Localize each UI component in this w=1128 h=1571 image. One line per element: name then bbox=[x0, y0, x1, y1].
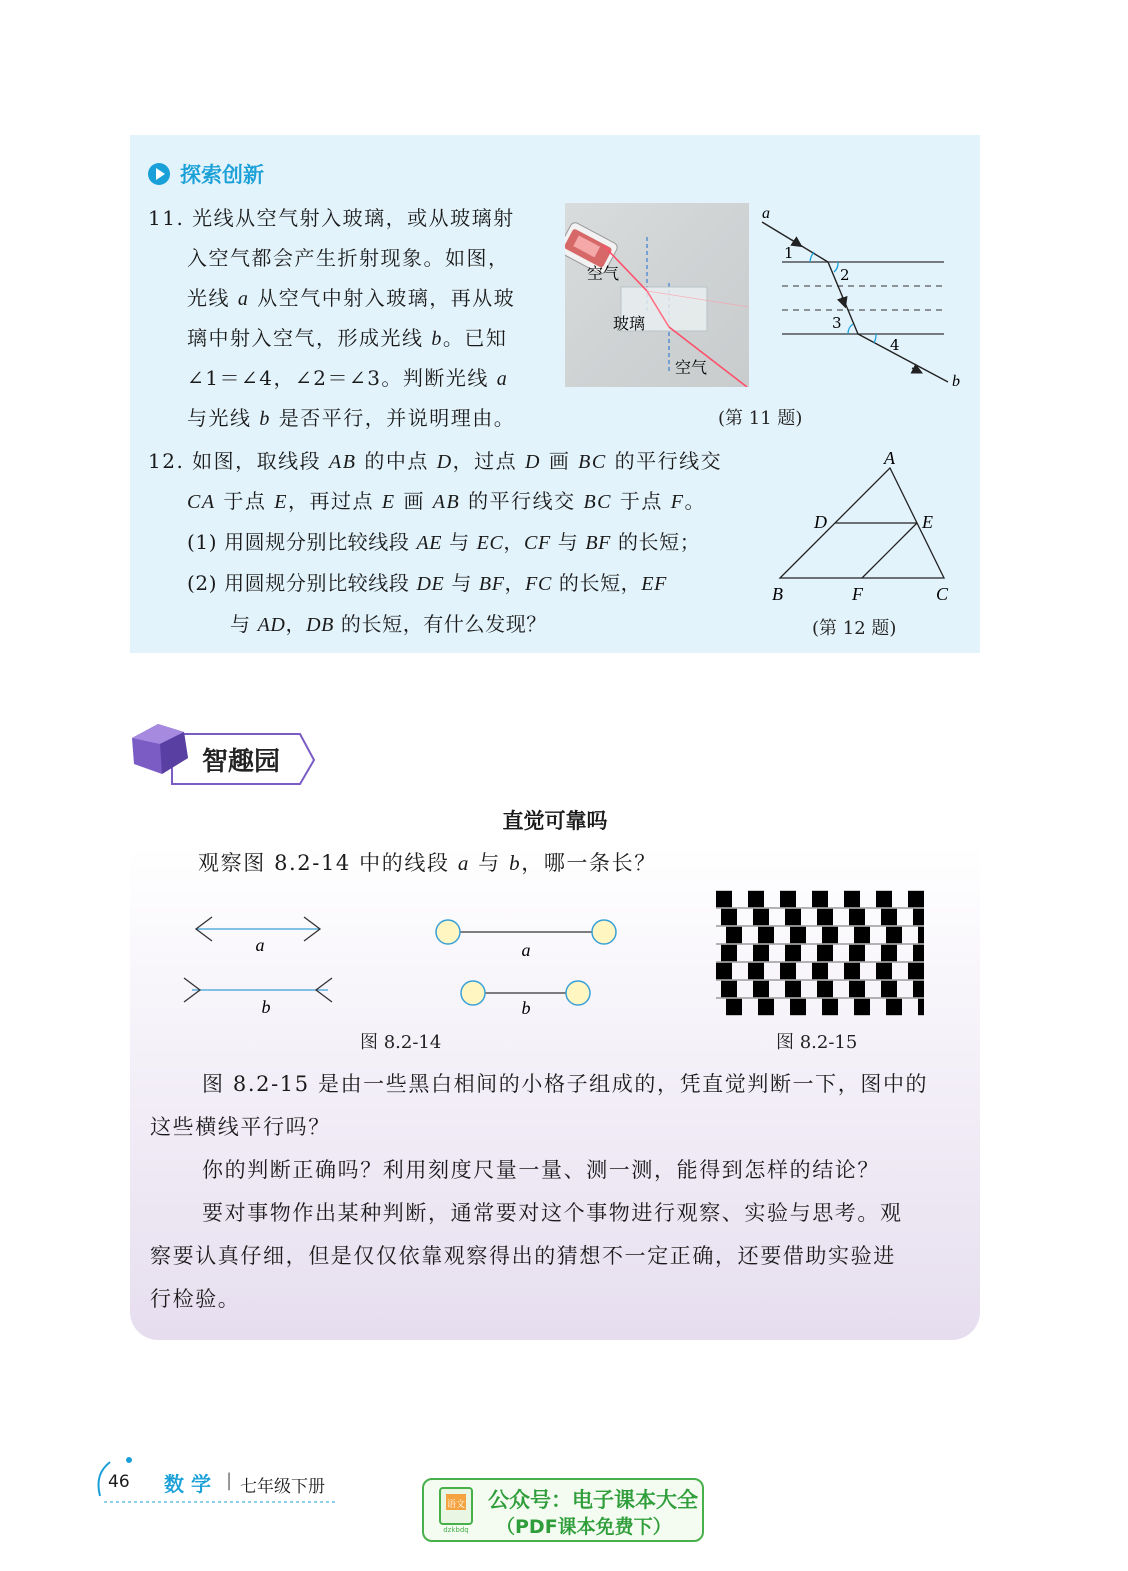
cafe-wall-tile bbox=[780, 963, 796, 979]
fun-text: 观察图 8.2-14 中的线段 bbox=[198, 851, 450, 875]
q12-text: 的平行线交 bbox=[614, 449, 723, 473]
cafe-wall-tile bbox=[748, 963, 764, 979]
q12-text: 与 bbox=[451, 571, 472, 595]
q12-sub-2 bbox=[187, 563, 667, 604]
q12-sub-2-cont bbox=[230, 604, 547, 645]
var-BF: BF bbox=[478, 573, 505, 595]
photo-label-air-bottom: 空气 bbox=[675, 358, 708, 377]
var-b: b bbox=[509, 851, 522, 875]
figure-14-caption: 图 8.2-14 bbox=[360, 1032, 442, 1053]
fun-paragraph-4-line-1: 要对事物作出某种判断，通常要对这个事物进行观察、实验与思考。观 bbox=[202, 1201, 903, 1225]
angle-label-2: 2 bbox=[840, 266, 850, 284]
q12-text: ，过点 bbox=[452, 449, 518, 473]
q11-text: 是否平行，并说明理由。 bbox=[278, 406, 516, 430]
cafe-wall-tile bbox=[785, 945, 801, 961]
fun-paragraph-1 bbox=[198, 842, 657, 885]
q12-text: 的长短， bbox=[558, 571, 642, 595]
cafe-wall-tile bbox=[790, 999, 806, 1015]
muller-lyer-arrows bbox=[180, 905, 340, 1020]
cafe-wall-tile bbox=[817, 945, 833, 961]
cafe-wall-tile bbox=[913, 909, 924, 925]
cafe-wall-tile bbox=[881, 945, 897, 961]
logo-small-text: dzkbdq bbox=[443, 1526, 469, 1534]
cafe-wall-tile bbox=[716, 963, 732, 979]
cafe-wall-tile bbox=[844, 891, 860, 907]
q12-text: (2) 用圆规分别比较线段 bbox=[187, 571, 410, 595]
q12-line-2 bbox=[187, 481, 706, 522]
q12-caption: (第 12 题) bbox=[812, 618, 897, 639]
var-E: E bbox=[381, 491, 396, 513]
fun-paragraph-4-line-3: 行检验。 bbox=[150, 1287, 241, 1311]
fun-paragraph-2-line-1: 图 8.2-15 是由一些黑白相间的小格子组成的，凭直觉判断一下，图中的 bbox=[202, 1072, 929, 1096]
cafe-wall-tile bbox=[881, 981, 897, 997]
tri-label-E: E bbox=[922, 512, 933, 532]
cafe-wall-tile bbox=[721, 981, 737, 997]
var-BF: BF bbox=[585, 532, 611, 554]
q11-line-6 bbox=[187, 398, 515, 439]
q12-text: (1) 用圆规分别比较线段 bbox=[187, 530, 410, 554]
q11-text: 光线 bbox=[187, 286, 230, 310]
q12-text: 画 bbox=[548, 449, 571, 473]
cafe-wall-tile bbox=[822, 999, 838, 1015]
q12-text: ， bbox=[504, 571, 526, 595]
footer-grade: 七年级下册 bbox=[240, 1477, 325, 1497]
cafe-wall-tile bbox=[753, 909, 769, 925]
q11-text: 与光线 bbox=[187, 406, 252, 430]
angle-label-4: 4 bbox=[890, 336, 900, 354]
var-BC: BC bbox=[583, 491, 613, 513]
var-FC: FC bbox=[525, 573, 552, 595]
var-a: a bbox=[237, 288, 250, 310]
cafe-wall-tile bbox=[817, 909, 833, 925]
cafe-wall-tile bbox=[716, 891, 732, 907]
diagram-label-a: a bbox=[762, 205, 770, 222]
q12-line-1 bbox=[148, 441, 722, 482]
cafe-wall-tile bbox=[748, 891, 764, 907]
explore-header bbox=[148, 160, 264, 188]
cafe-wall-tile bbox=[849, 981, 865, 997]
q12-text: 于点 bbox=[223, 489, 267, 513]
cafe-wall-tile bbox=[844, 963, 860, 979]
fun-paragraph-3: 你的判断正确吗？利用刻度尺量一量、测一测，能得到怎样的结论？ bbox=[202, 1158, 880, 1182]
cafe-wall-tile bbox=[817, 981, 833, 997]
play-icon bbox=[148, 163, 170, 185]
q12-text: ，再过点 bbox=[288, 489, 374, 513]
tri-label-C: C bbox=[936, 584, 949, 604]
cafe-wall-tile bbox=[822, 927, 838, 943]
watermark-logo bbox=[422, 1478, 704, 1542]
q12-text: 与 bbox=[449, 530, 470, 554]
explore-title: 探索创新 bbox=[180, 163, 264, 187]
cafe-wall-illusion bbox=[716, 890, 924, 1016]
cafe-wall-tile bbox=[908, 891, 924, 907]
cafe-wall-tile bbox=[785, 909, 801, 925]
photo-illustration bbox=[565, 203, 749, 387]
q12-text: 于点 bbox=[619, 489, 663, 513]
tri-label-F: F bbox=[852, 584, 863, 604]
cafe-wall-tile bbox=[918, 999, 924, 1015]
cafe-wall-tile bbox=[721, 945, 737, 961]
q12-text: 与 bbox=[557, 530, 579, 554]
cafe-wall-tile bbox=[918, 927, 924, 943]
cafe-wall-tile bbox=[886, 999, 902, 1015]
cafe-wall-tile bbox=[854, 927, 870, 943]
label-b: b bbox=[521, 998, 531, 1018]
fun-text: 与 bbox=[478, 851, 501, 875]
q11-line-4 bbox=[187, 318, 507, 359]
q12-text: 的长短； bbox=[617, 530, 701, 554]
var-F: F bbox=[670, 491, 685, 513]
var-AB: AB bbox=[432, 491, 461, 513]
q12-text: 的长短，有什么发现？ bbox=[340, 612, 547, 636]
cafe-wall-tile bbox=[758, 927, 774, 943]
cafe-wall-tile bbox=[753, 945, 769, 961]
q11-text: 光线从空气射入玻璃，或从玻璃射 bbox=[192, 206, 515, 230]
cafe-wall-tile bbox=[812, 891, 828, 907]
var-a: a bbox=[496, 368, 509, 390]
photo-label-air-top: 空气 bbox=[587, 264, 620, 283]
q11-line-2 bbox=[187, 238, 510, 278]
cafe-wall-tile bbox=[849, 945, 865, 961]
var-AD: AD bbox=[257, 614, 286, 636]
q12-text: 与 bbox=[230, 612, 251, 636]
refraction-diagram bbox=[752, 200, 972, 400]
q12-number: 12. bbox=[148, 449, 185, 473]
cafe-wall-tile bbox=[790, 927, 806, 943]
var-AB: AB bbox=[329, 451, 357, 473]
cafe-wall-tile bbox=[726, 999, 742, 1015]
cafe-wall-tile bbox=[785, 981, 801, 997]
cafe-wall-tile bbox=[849, 909, 865, 925]
cafe-wall-tile bbox=[780, 891, 796, 907]
q12-text: 如图，取线段 bbox=[192, 449, 322, 473]
q12-text: ， bbox=[503, 530, 525, 554]
var-EC: EC bbox=[476, 532, 504, 554]
var-E: E bbox=[274, 491, 288, 513]
logo-line-1: 公众号：电子课本大全 bbox=[488, 1488, 698, 1512]
label-a: a bbox=[255, 935, 265, 955]
var-CA: CA bbox=[187, 491, 216, 513]
cafe-wall-tile bbox=[812, 963, 828, 979]
cafe-wall-tile bbox=[876, 963, 892, 979]
q11-line-1 bbox=[148, 198, 515, 238]
cafe-wall-tile bbox=[721, 909, 737, 925]
footer-separator: | bbox=[226, 1470, 233, 1491]
figure-15-caption: 图 8.2-15 bbox=[776, 1032, 858, 1053]
var-BC: BC bbox=[578, 451, 607, 473]
q11-text: 入空气都会产生折射现象。如图， bbox=[187, 246, 510, 270]
footer-subject: 数 学 bbox=[164, 1472, 211, 1496]
var-AE: AE bbox=[416, 532, 443, 554]
triangle-diagram bbox=[768, 444, 964, 606]
cafe-wall-tile bbox=[753, 981, 769, 997]
q12-text: 的平行线交 bbox=[468, 489, 576, 513]
logo-badge: 语文 bbox=[446, 1500, 466, 1510]
cafe-wall-tile bbox=[758, 999, 774, 1015]
page-number: 46 bbox=[108, 1472, 130, 1492]
cafe-wall-tile bbox=[726, 927, 742, 943]
fun-paragraph-2-line-2: 这些横线平行吗？ bbox=[150, 1115, 331, 1139]
cafe-wall-tile bbox=[913, 945, 924, 961]
q11-text: 璃中射入空气，形成光线 bbox=[187, 326, 424, 350]
var-a: a bbox=[457, 851, 470, 875]
label-a: a bbox=[521, 940, 531, 960]
fun-banner bbox=[128, 722, 320, 788]
q12-text: 。 bbox=[684, 489, 706, 513]
logo-line-2: （PDF课本免费下） bbox=[496, 1516, 672, 1538]
q11-text: ∠1＝∠4，∠2＝∠3。判断光线 bbox=[187, 366, 489, 390]
tri-label-B: B bbox=[772, 584, 783, 604]
var-D: D bbox=[525, 451, 541, 473]
cafe-wall-tile bbox=[913, 981, 924, 997]
q11-line-3 bbox=[187, 278, 515, 319]
q11-number: 11. bbox=[148, 206, 185, 230]
fun-banner-label: 智趣园 bbox=[202, 747, 281, 777]
q12-text: 的中点 bbox=[364, 449, 429, 473]
var-b: b bbox=[431, 328, 443, 350]
var-D: D bbox=[436, 451, 453, 473]
cafe-wall-tile bbox=[876, 891, 892, 907]
photo-label-glass: 玻璃 bbox=[613, 314, 646, 333]
diagram-label-b: b bbox=[952, 373, 960, 390]
q12-sub-1 bbox=[187, 522, 700, 563]
var-CF: CF bbox=[524, 532, 551, 554]
fun-title: 直觉可靠吗 bbox=[502, 809, 608, 833]
q12-text: 画 bbox=[403, 489, 425, 513]
q11-text: 。已知 bbox=[442, 326, 508, 350]
refraction-photo bbox=[565, 203, 749, 387]
q11-caption: (第 11 题) bbox=[718, 408, 803, 429]
label-b: b bbox=[261, 997, 271, 1017]
q12-text: ， bbox=[285, 612, 307, 636]
var-EF: EF bbox=[641, 573, 667, 595]
var-DE: DE bbox=[416, 573, 445, 595]
cafe-wall-tile bbox=[854, 999, 870, 1015]
tri-label-D: D bbox=[814, 512, 827, 532]
cafe-wall-tile bbox=[886, 927, 902, 943]
q11-line-5 bbox=[187, 358, 508, 399]
var-b: b bbox=[259, 408, 271, 430]
angle-label-3: 3 bbox=[832, 314, 842, 332]
angle-label-1: 1 bbox=[784, 244, 794, 262]
q11-text: 从空气中射入玻璃，再从玻 bbox=[257, 286, 516, 310]
book-icon bbox=[438, 1486, 476, 1534]
cafe-wall-tile bbox=[881, 909, 897, 925]
tri-label-A: A bbox=[884, 448, 895, 468]
fun-text: ，哪一条长？ bbox=[521, 851, 657, 875]
circle-segments bbox=[430, 912, 630, 1022]
var-DB: DB bbox=[306, 614, 334, 636]
cafe-wall-tile bbox=[908, 963, 924, 979]
fun-paragraph-4-line-2: 察要认真仔细，但是仅仅依靠观察得出的猜想不一定正确，还要借助实验进 bbox=[150, 1244, 896, 1268]
